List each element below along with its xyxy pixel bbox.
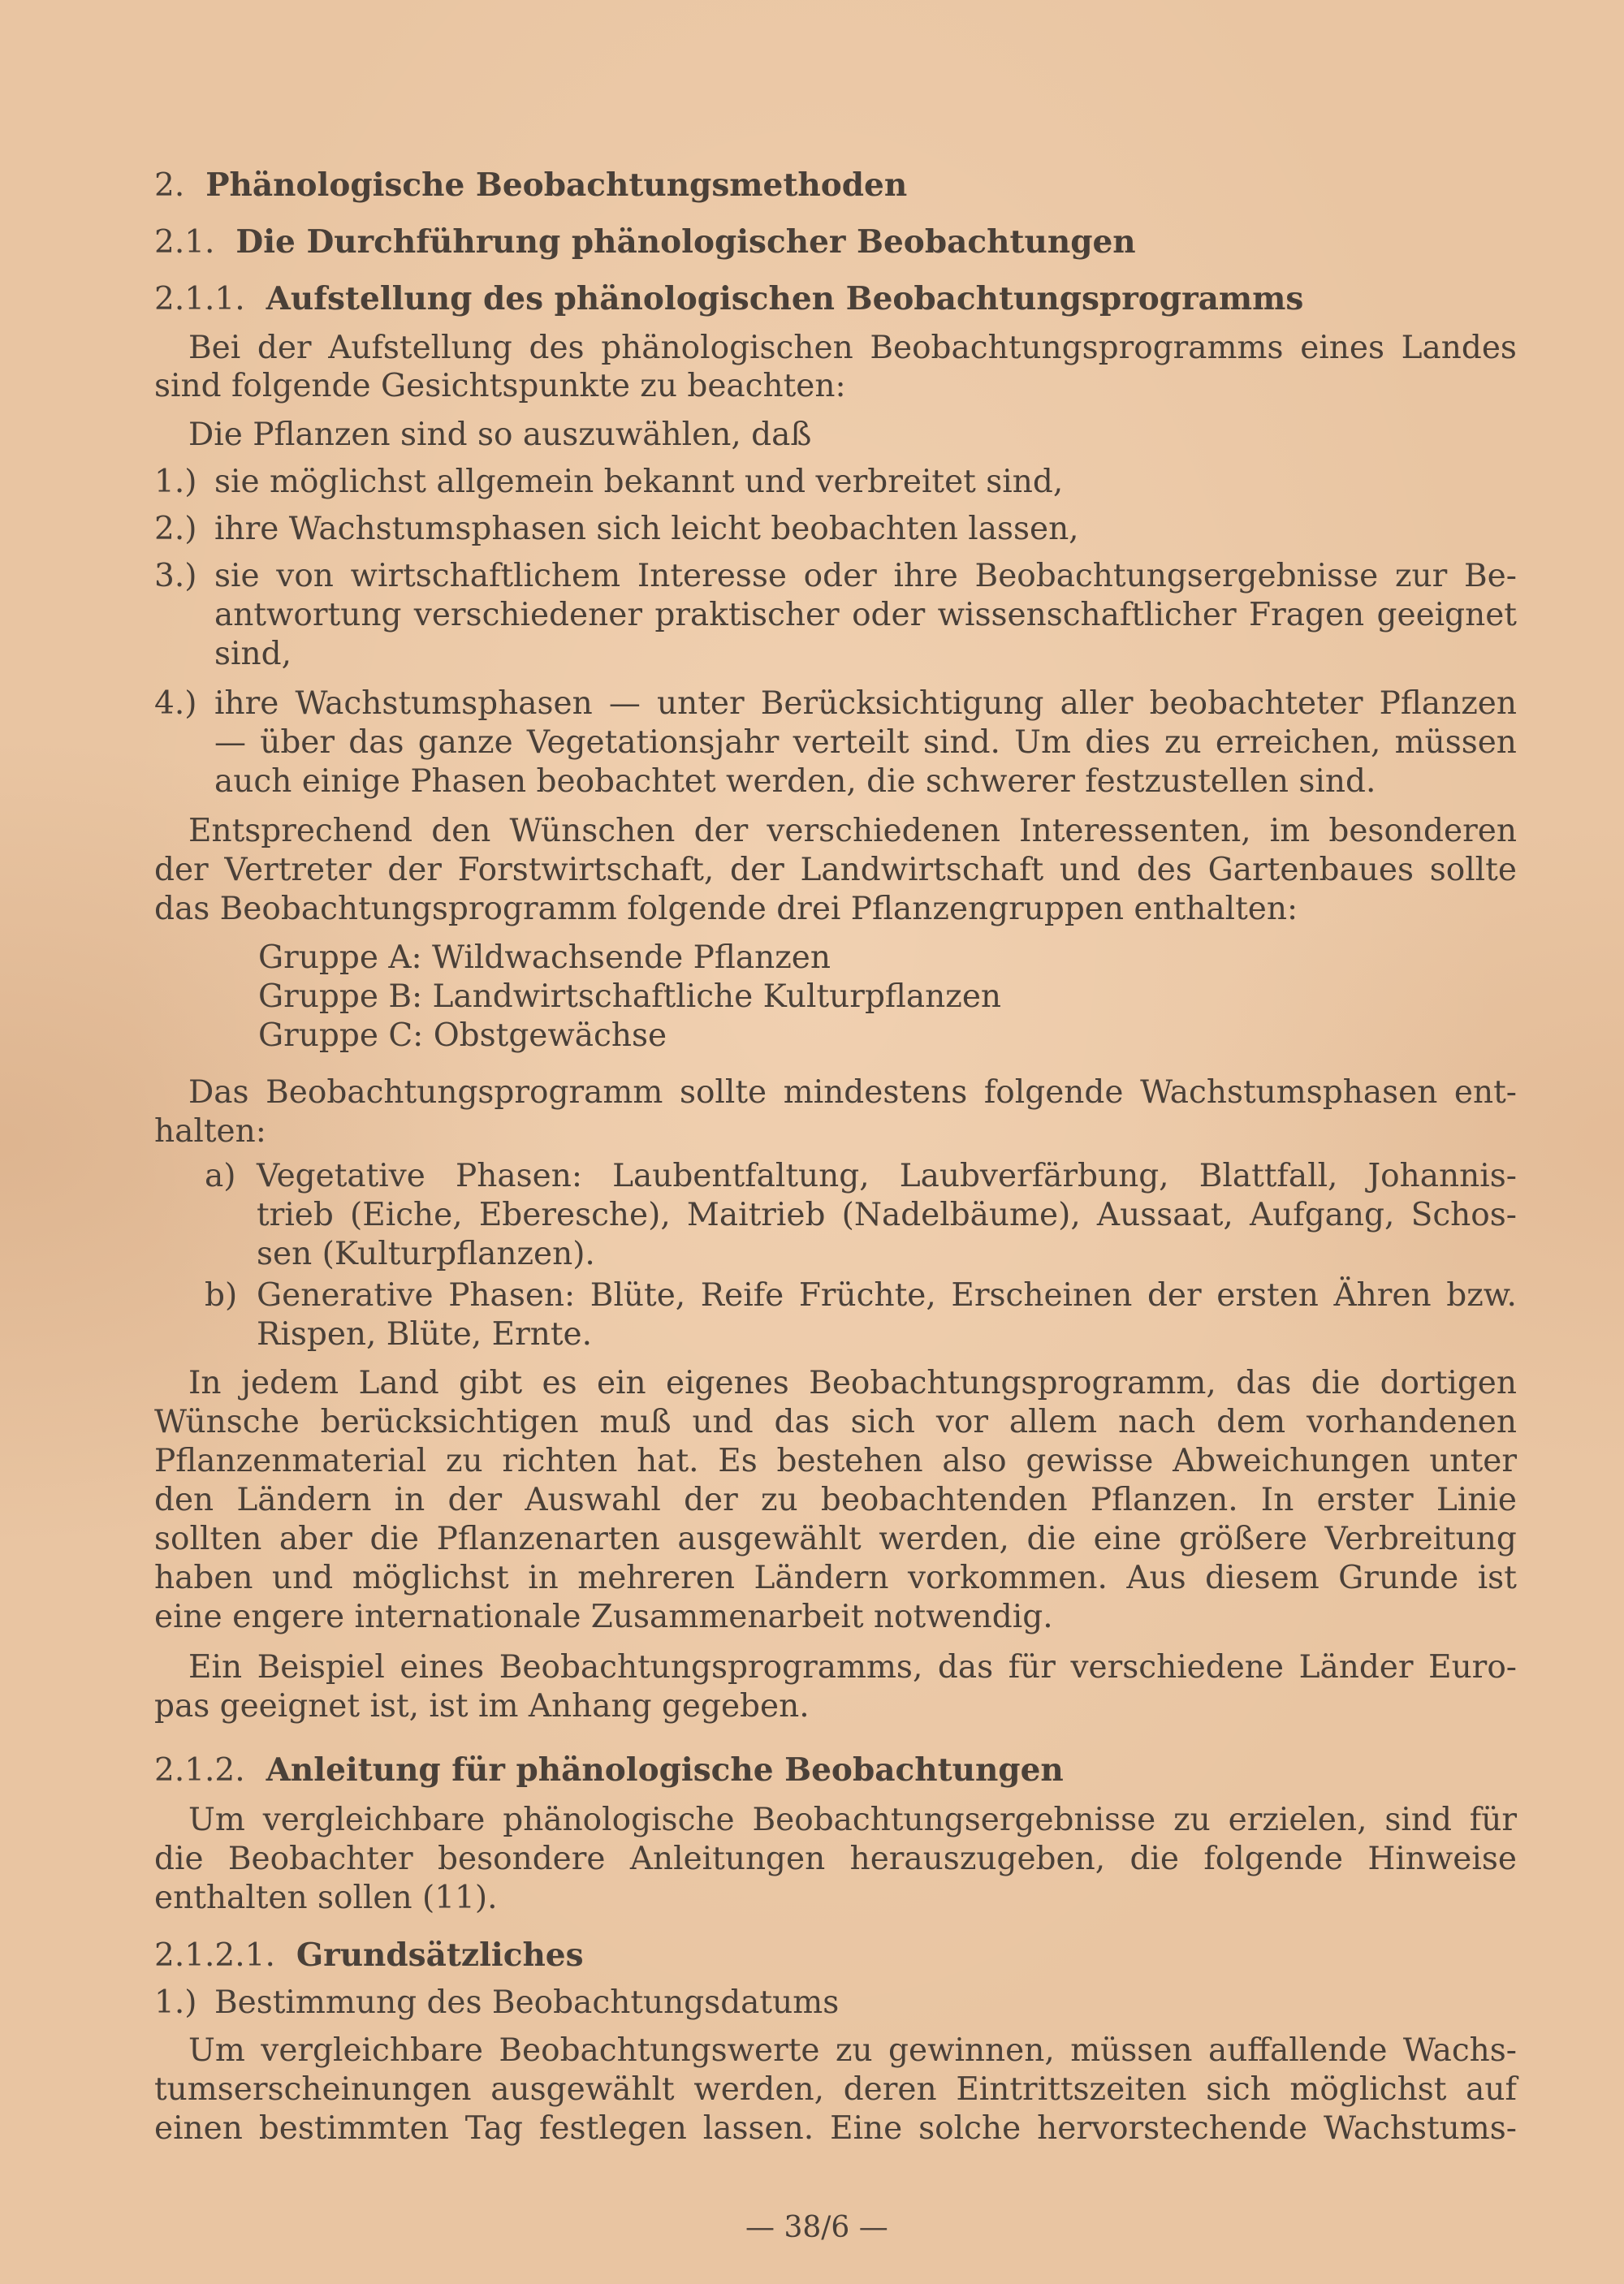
criterion-4-line-2: — über das ganze Vegetationsjahr verteilt sind. Um dies zu erreichen, müssen [214,724,1517,761]
groups-intro-line-1: Entsprechend den Wünschen der verschiedenen Interessenten, im besonderen [188,813,1517,849]
example-line-2: pas geeignet ist, ist im Anhang gegeben. [154,1688,810,1725]
date-line-2: tumserscheinungen ausgewählt werden, deren Eintrittszeiten sich möglichst auf [154,2071,1517,2108]
criterion-1-label: 1.) [154,464,197,500]
phase-a-label: a) [205,1158,236,1194]
criterion-4-line-1: ihre Wachstumsphasen — unter Berücksichtigung aller beobachteter Pflanzen [214,685,1517,722]
criterion-1-text: sie möglichst allgemein bekannt und verbreitet sind, [214,464,1064,500]
heading-number: 2.1. [154,224,215,261]
groups-intro-line-3: das Beobachtungsprogramm folgende drei Pflanzengruppen enthalten: [154,891,1298,927]
phases-intro-line-2: halten: [154,1113,266,1150]
group-b: Gruppe B: Landwirtschaftliche Kulturpflanzen [258,978,1002,1015]
program-line-4: den Ländern in der Auswahl der zu beobachtenden Pflanzen. In erster Linie [154,1482,1517,1518]
date-line-1: Um vergleichbare Beobachtungswerte zu gewinnen, müssen auffallende Wachs- [188,2032,1517,2069]
criterion-3-line-2: antwortung verschiedener praktischer oder wissenschaftlicher Fragen geeignet [214,597,1517,633]
intro-line-3: Die Pflanzen sind so auszuwählen, daß [188,417,812,453]
program-line-5: sollten aber die Pflanzenarten ausgewählt werden, die eine größere Verbreitung [154,1521,1517,1557]
criterion-2-label: 2.) [154,511,197,547]
program-line-2: Wünsche berücksichtigen muß und das sich vor allem nach dem vorhandenen [154,1404,1517,1440]
heading-title: Grundsätzliches [296,1936,584,1974]
heading-number: 2.1.2.1. [154,1937,275,1974]
phases-intro-line-1: Das Beobachtungsprogramm sollte mindestens folgende Wachstumsphasen ent- [188,1074,1517,1111]
criterion-3-line-3: sind, [214,636,292,672]
subitem-label: 1.) [154,1984,197,2021]
heading-number: 2.1.1. [154,281,245,317]
guidance-line-1: Um vergleichbare phänologische Beobachtungsergebnisse zu erzielen, sind für [188,1802,1517,1838]
heading-title: Phänologische Beobachtungsmethoden [205,166,908,204]
program-line-7: eine engere internationale Zusammenarbeit notwendig. [154,1599,1053,1635]
program-line-1: In jedem Land gibt es ein eigenes Beobachtungsprogramm, das die dortigen [188,1365,1517,1401]
phase-a-line-3: sen (Kulturpflanzen). [257,1236,595,1272]
phase-a-line-1: Vegetative Phasen: Laubentfaltung, Laubverfärbung, Blattfall, Johannis- [257,1158,1517,1194]
heading-title: Die Durchführung phänologischer Beobachtungen [235,223,1136,261]
subitem-text: Bestimmung des Beobachtungsdatums [214,1984,840,2021]
program-line-6: haben und möglichst in mehreren Ländern vorkommen. Aus diesem Grunde ist [154,1560,1517,1596]
group-c: Gruppe C: Obstgewächse [258,1017,667,1054]
heading-title: Aufstellung des phänologischen Beobachtungsprogramms [266,280,1304,317]
groups-intro-line-2: der Vertreter der Forstwirtschaft, der Landwirtschaft und des Gartenbaues sollte [154,852,1517,888]
date-line-3: einen bestimmten Tag festlegen lassen. Eine solche hervorstechende Wachstums- [154,2110,1517,2147]
group-a: Gruppe A: Wildwachsende Pflanzen [258,939,831,976]
intro-line-2: sind folgende Gesichtspunkte zu beachten: [154,368,846,404]
phase-b-label: b) [205,1277,238,1314]
phase-b-line-2: Rispen, Blüte, Ernte. [257,1316,592,1353]
criterion-4-line-3: auch einige Phasen beobachtet werden, die schwerer festzustellen sind. [214,763,1376,800]
guidance-line-3: enthalten sollen (11). [154,1880,498,1916]
intro-line-1: Bei der Aufstellung des phänologischen Beobachtungsprogramms eines Landes [188,330,1517,366]
criterion-2-text: ihre Wachstumsphasen sich leicht beobachten lassen, [214,511,1079,547]
guidance-line-2: die Beobachter besondere Anleitungen herauszugeben, die folgende Hinweise [154,1841,1517,1877]
criterion-3-line-1: sie von wirtschaftlichem Interesse oder ihre Beobachtungsergebnisse zur Be- [214,558,1517,594]
phase-b-line-1: Generative Phasen: Blüte, Reife Früchte, Erscheinen der ersten Ähren bzw. [257,1277,1517,1314]
phase-a-line-2: trieb (Eiche, Eberesche), Maitrieb (Nadelbäume), Aussaat, Aufgang, Schos- [257,1197,1517,1233]
heading-2 [154,166,907,205]
heading-number: 2. [154,167,185,204]
program-line-3: Pflanzenmaterial zu richten hat. Es bestehen also gewisse Abweichungen unter [154,1443,1517,1479]
heading-title: Anleitung für phänologische Beobachtungen [266,1751,1064,1789]
heading-number: 2.1.2. [154,1752,245,1789]
page-number: — 38/6 — [745,2211,888,2244]
criterion-4-label: 4.) [154,685,197,722]
heading-2-1-2 [154,1751,1064,1790]
heading-2-1-1 [154,279,1303,319]
criterion-3-label: 3.) [154,558,197,594]
heading-2-1 [154,222,1136,262]
heading-2-1-2-1 [154,1936,584,1975]
example-line-1: Ein Beispiel eines Beobachtungsprogramms, das für verschiedene Länder Euro- [188,1649,1517,1686]
